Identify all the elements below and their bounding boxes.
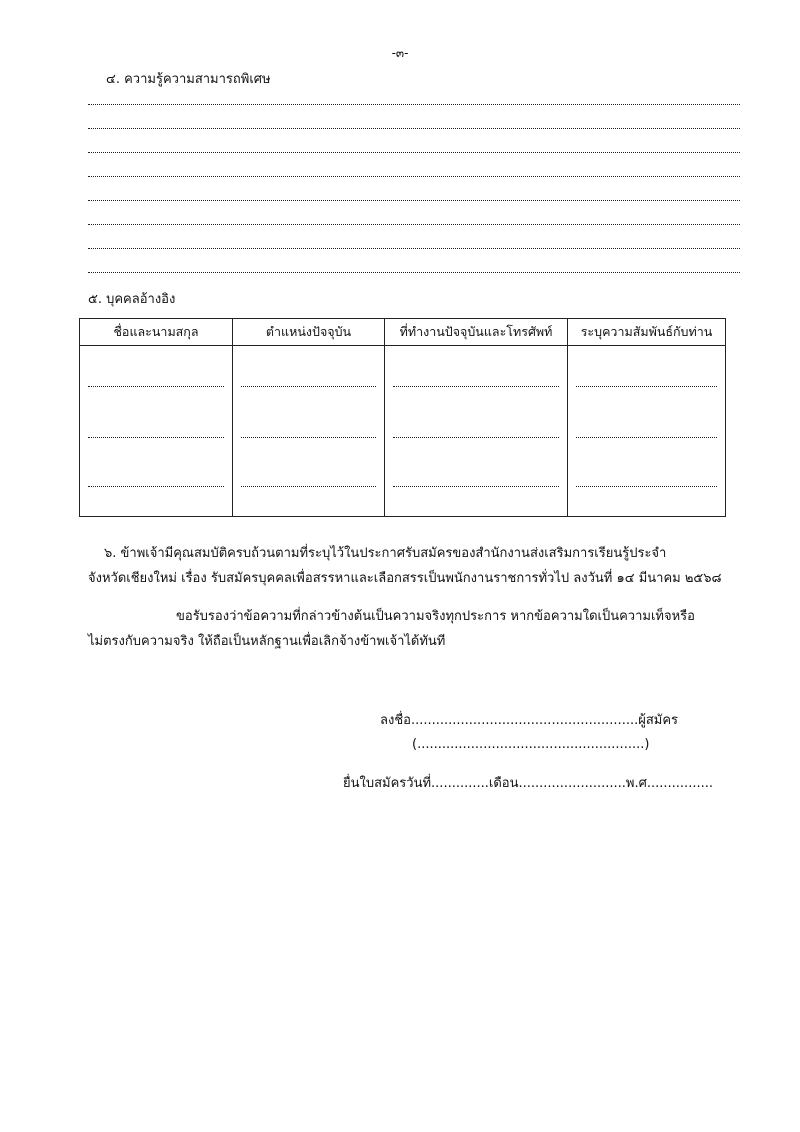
blank-line[interactable] bbox=[88, 152, 740, 153]
blank-line[interactable] bbox=[88, 128, 740, 129]
column-header-position: ตำแหน่งปัจจุบัน bbox=[233, 319, 385, 346]
section5-title: ๕. บุคคลอ้างอิง bbox=[88, 292, 176, 307]
blank-line[interactable] bbox=[88, 176, 740, 177]
section6-line1: ๖. ข้าพเจ้ามีคุณสมบัติครบถ้วนตามที่ระบุไว้ในประกาศรับสมัครของสำนักงานส่งเสริมการเรียนรู้ประจำ bbox=[104, 546, 667, 561]
blank-line[interactable] bbox=[88, 486, 224, 487]
table-header-row bbox=[80, 319, 726, 346]
blank-line[interactable] bbox=[88, 248, 740, 249]
blank-line[interactable] bbox=[241, 386, 376, 387]
table-cell-relationship[interactable] bbox=[568, 346, 726, 517]
section4-title: ๔. ความรู้ความสามารถพิเศษ bbox=[106, 72, 271, 87]
column-header-relationship: ระบุความสัมพันธ์กับท่าน bbox=[568, 319, 726, 346]
blank-line[interactable] bbox=[576, 437, 717, 438]
signature-line[interactable]: ลงชื่อ.......................................................ผู้สมัคร bbox=[380, 713, 679, 728]
table-cell-position[interactable] bbox=[233, 346, 385, 517]
blank-line[interactable] bbox=[88, 272, 740, 273]
submission-date-line[interactable]: ยื่นใบสมัครวันที่..............เดือน..........................พ.ศ................ bbox=[343, 776, 713, 791]
blank-line[interactable] bbox=[241, 437, 376, 438]
blank-line[interactable] bbox=[241, 486, 376, 487]
blank-line[interactable] bbox=[576, 386, 717, 387]
reference-table bbox=[79, 318, 726, 517]
blank-line[interactable] bbox=[393, 437, 559, 438]
column-header-name: ชื่อและนามสกุล bbox=[80, 319, 233, 346]
section6-line2: จังหวัดเชียงใหม่ เรื่อง รับสมัครบุคคลเพื่อสรรหาและเลือกสรรเป็นพนักงานราชการทั่วไป ลงวันที่ ๑๔ มีนาคม ๒๕๖๘ bbox=[88, 571, 722, 586]
column-header-workplace-phone: ที่ทำงานปัจจุบันและโทรศัพท์ bbox=[385, 319, 568, 346]
blank-line[interactable] bbox=[88, 104, 740, 105]
table-row bbox=[80, 346, 726, 517]
table-cell-name[interactable] bbox=[80, 346, 233, 517]
blank-line[interactable] bbox=[576, 486, 717, 487]
printed-name-line[interactable]: (.......................................................) bbox=[412, 737, 650, 752]
certification-line1: ขอรับรองว่าข้อความที่กล่าวข้างต้นเป็นความจริงทุกประการ หากข้อความใดเป็นความเท็จหรือ bbox=[176, 609, 695, 624]
blank-line[interactable] bbox=[393, 486, 559, 487]
certification-line2: ไม่ตรงกับความจริง ให้ถือเป็นหลักฐานเพื่อเลิกจ้างข้าพเจ้าได้ทันที bbox=[88, 634, 446, 649]
blank-line[interactable] bbox=[88, 437, 224, 438]
blank-line[interactable] bbox=[88, 386, 224, 387]
page-number: -๓- bbox=[391, 46, 409, 60]
blank-line[interactable] bbox=[88, 200, 740, 201]
blank-line[interactable] bbox=[393, 386, 559, 387]
table-cell-workplace-phone[interactable] bbox=[385, 346, 568, 517]
blank-line[interactable] bbox=[88, 224, 740, 225]
